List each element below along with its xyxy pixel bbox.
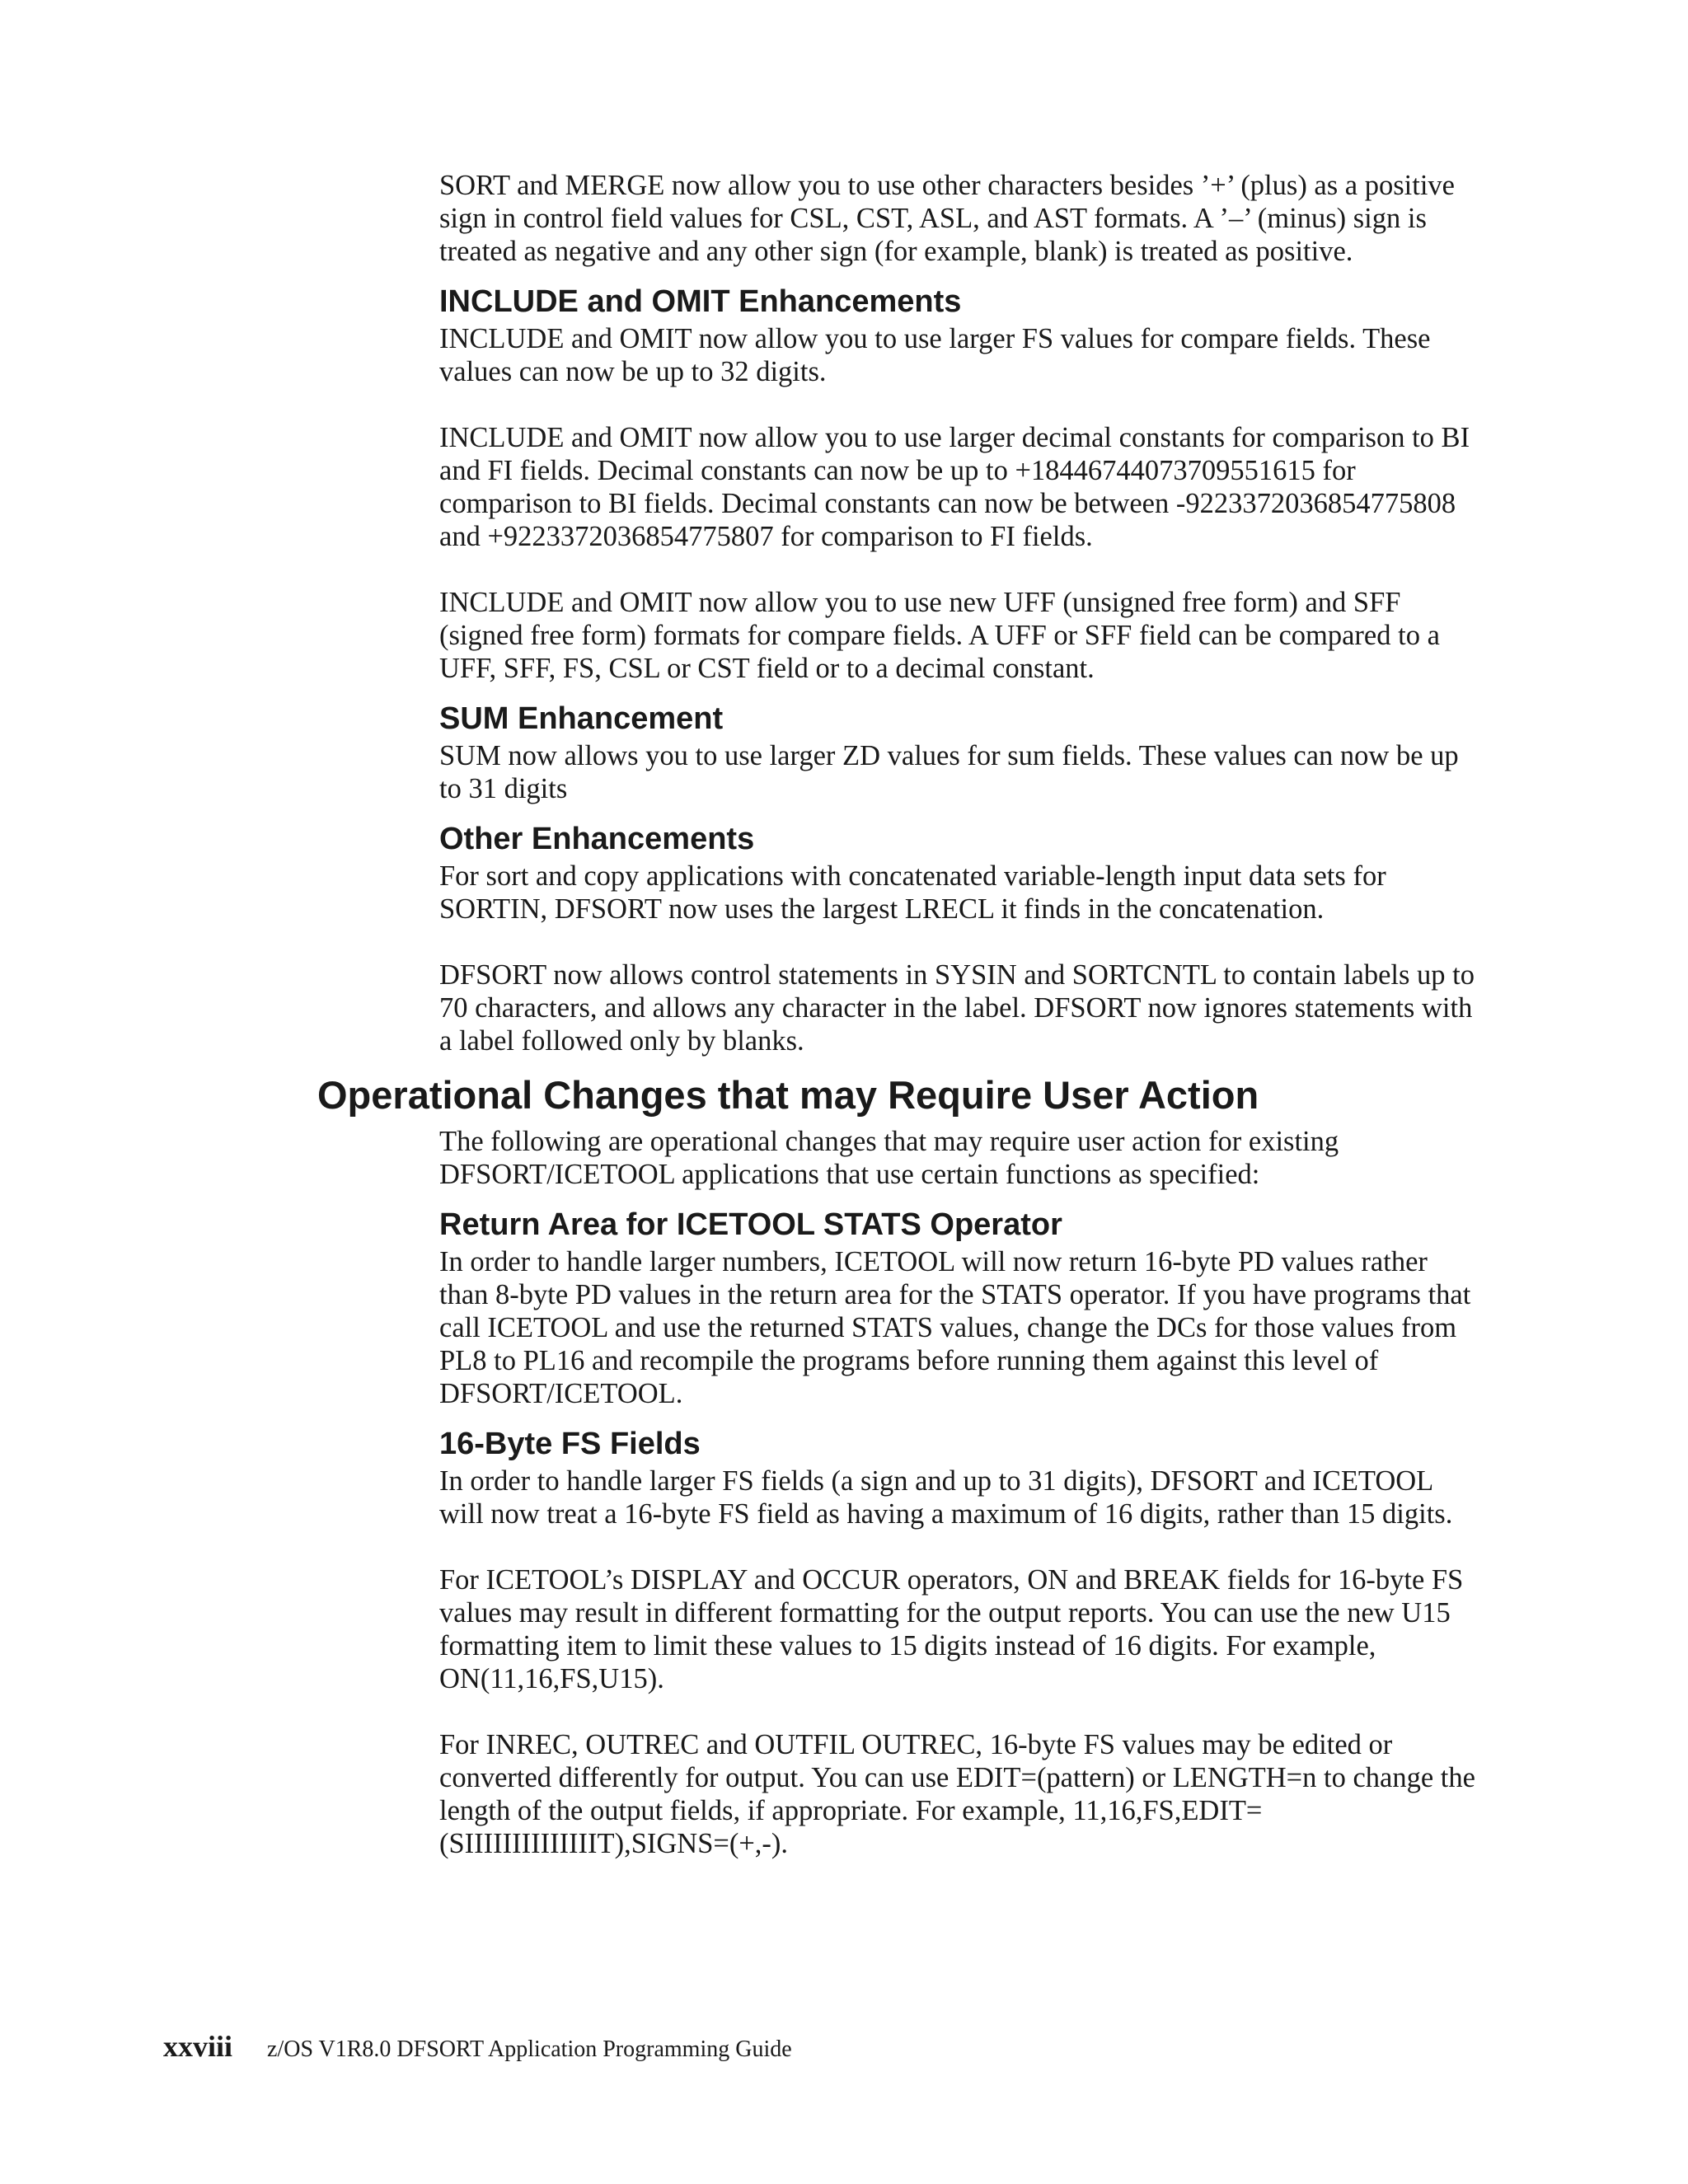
include-omit-paragraph-2: INCLUDE and OMIT now allow you to use larger decimal constants for comparison to BI and FI fields. Decimal constants can now be up to +18446744073709551615 for comparison to BI fields. Decimal constants can now be between -9223372036854775808 and +9223372036854775807 for comparison to FI fields.	[439, 422, 1470, 552]
page-number: xxviii	[163, 2030, 233, 2063]
page-footer	[163, 2029, 792, 2064]
return-area-paragraph-1: In order to handle larger numbers, ICETOOL will now return 16-byte PD values rather than 8-byte PD values in the return area for the STATS operator. If you have programs that call ICETOOL and use the returned STATS values, change the DCs for those values from PL8 to PL16 and recompile the programs before running them against this level of DFSORT/ICETOOL.	[439, 1246, 1471, 1409]
fs-fields-paragraph-3: For INREC, OUTREC and OUTFIL OUTREC, 16-byte FS values may be edited or converted differently for output. You can use EDIT=(pattern) or LENGTH=n to change the length of the output fields, if appropriate. For example, 11,16,FS,EDIT=(SIIIIIIIIIIIIIIT),SIGNS=(+,-).	[439, 1729, 1475, 1859]
section-heading-sum: SUM Enhancement	[439, 701, 724, 736]
section-heading-return-area: Return Area for ICETOOL STATS Operator	[439, 1207, 1062, 1242]
sum-paragraph-1: SUM now allows you to use larger ZD values for sum fields. These values can now be up to 31 digits	[439, 740, 1459, 804]
intro-paragraph: SORT and MERGE now allow you to use other characters besides ’+’ (plus) as a positive sign in control field values for CSL, CST, ASL, and AST formats. A ’–’ (minus) sign is treated as negative and any other sign (for example, blank) is treated as positive.	[439, 170, 1455, 267]
fs-fields-paragraph-1: In order to handle larger FS fields (a sign and up to 31 digits), DFSORT and ICETOOL will now treat a 16-byte FS field as having a maximum of 16 digits, rather than 15 digits.	[439, 1465, 1453, 1530]
chapter-heading-operational-changes: Operational Changes that may Require User Action	[317, 1073, 1259, 1117]
section-heading-other: Other Enhancements	[439, 822, 755, 856]
include-omit-paragraph-3: INCLUDE and OMIT now allow you to use new UFF (unsigned free form) and SFF (signed free form) formats for compare fields. A UFF or SFF field can be compared to a UFF, SFF, FS, CSL or CST field or to a decimal constant.	[439, 587, 1440, 684]
section-heading-include-omit: INCLUDE and OMIT Enhancements	[439, 284, 962, 319]
other-paragraph-1: For sort and copy applications with concatenated variable-length input data sets for SORTIN, DFSORT now uses the largest LRECL it finds in the concatenation.	[439, 860, 1386, 925]
page-body	[317, 169, 1478, 1875]
section-heading-fs-fields: 16-Byte FS Fields	[439, 1427, 701, 1461]
operational-paragraph-1: The following are operational changes that may require user action for existing DFSORT/ICETOOL applications that use certain functions as specified:	[439, 1126, 1339, 1190]
book-title: z/OS V1R8.0 DFSORT Application Programming Guide	[267, 2036, 792, 2062]
fs-fields-paragraph-2: For ICETOOL’s DISPLAY and OCCUR operators, ON and BREAK fields for 16-byte FS values may result in different formatting for the output reports. You can use the new U15 formatting item to limit these values to 15 digits instead of 16 digits. For example, ON(11,16,FS,U15).	[439, 1564, 1464, 1694]
include-omit-paragraph-1: INCLUDE and OMIT now allow you to use larger FS values for compare fields. These values can now be up to 32 digits.	[439, 323, 1431, 387]
other-paragraph-2: DFSORT now allows control statements in SYSIN and SORTCNTL to contain labels up to 70 characters, and allows any character in the label. DFSORT now ignores statements with a label followed only by blanks.	[439, 959, 1475, 1057]
